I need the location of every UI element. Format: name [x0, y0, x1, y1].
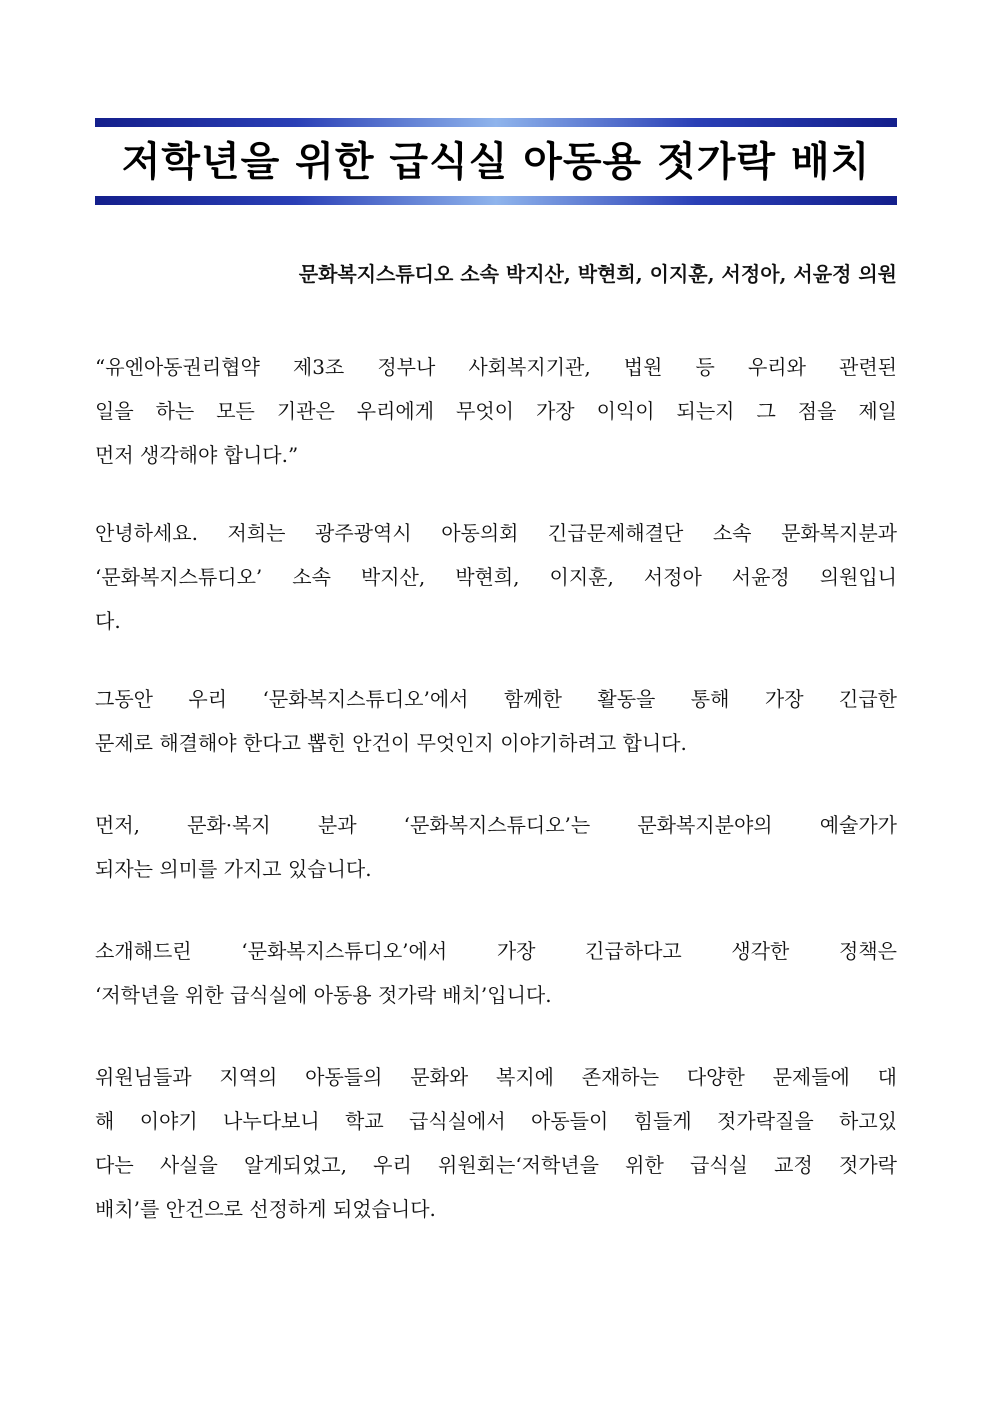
paragraph-line: 문제로 해결해야 한다고 뽑힌 안건이 무엇인지 이야기하려고 합니다.	[95, 731, 687, 755]
paragraph-reason	[95, 1055, 897, 1231]
paragraph-line: 되자는 의미를 가지고 있습니다.	[95, 857, 372, 881]
paragraph-line: 다는 사실을 알게되었고, 우리 위원회는‘저학년을 위한 급식실 교정 젓가락	[95, 1153, 897, 1177]
paragraph-activity	[95, 677, 897, 765]
title-top-rule	[95, 118, 897, 127]
paragraph-meaning	[95, 803, 897, 891]
paragraph-line: 일을 하는 모든 기관은 우리에게 무엇이 가장 이익이 되는지 그 점을 제일	[95, 399, 897, 423]
paragraph-quote	[95, 345, 897, 477]
paragraph-line: 먼저, 문화·복지 분과 ‘문화복지스튜디오’는 문화복지분야의 예술가가	[95, 813, 897, 837]
paragraph-line: ‘문화복지스튜디오’ 소속 박지산, 박현희, 이지훈, 서정아 서윤정 의원입니	[95, 565, 897, 589]
paragraph-line: 해 이야기 나누다보니 학교 급식실에서 아동들이 힘들게 젓가락질을 하고있	[95, 1109, 897, 1133]
title-block	[95, 118, 897, 206]
paragraph-line: 소개해드린 ‘문화복지스튜디오’에서 가장 긴급하다고 생각한 정책은	[95, 939, 897, 963]
paragraph-greeting	[95, 511, 897, 643]
paragraph-policy	[95, 929, 897, 1017]
authors-byline: 문화복지스튜디오 소속 박지산, 박현희, 이지훈, 서정아, 서윤정 의원	[298, 262, 897, 286]
paragraph-line: 안녕하세요. 저희는 광주광역시 아동의회 긴급문제해결단 소속 문화복지분과	[95, 521, 897, 545]
title-bottom-rule	[95, 196, 897, 205]
paragraph-line: ‘저학년을 위한 급식실에 아동용 젓가락 배치’입니다.	[95, 983, 552, 1007]
paragraph-line: 다.	[95, 609, 121, 633]
paragraph-line: 먼저 생각해야 합니다.”	[95, 443, 299, 467]
paragraph-line: 배치’를 안건으로 선정하게 되었습니다.	[95, 1197, 436, 1221]
paragraph-line: 위원님들과 지역의 아동들의 문화와 복지에 존재하는 다양한 문제들에 대	[95, 1065, 897, 1089]
document-title: 저학년을 위한 급식실 아동용 젓가락 배치	[121, 139, 871, 185]
paragraph-line: “유엔아동권리협약 제3조 정부나 사회복지기관, 법원 등 우리와 관련된	[95, 355, 897, 379]
paragraph-line: 그동안 우리 ‘문화복지스튜디오’에서 함께한 활동을 통해 가장 긴급한	[95, 687, 897, 711]
